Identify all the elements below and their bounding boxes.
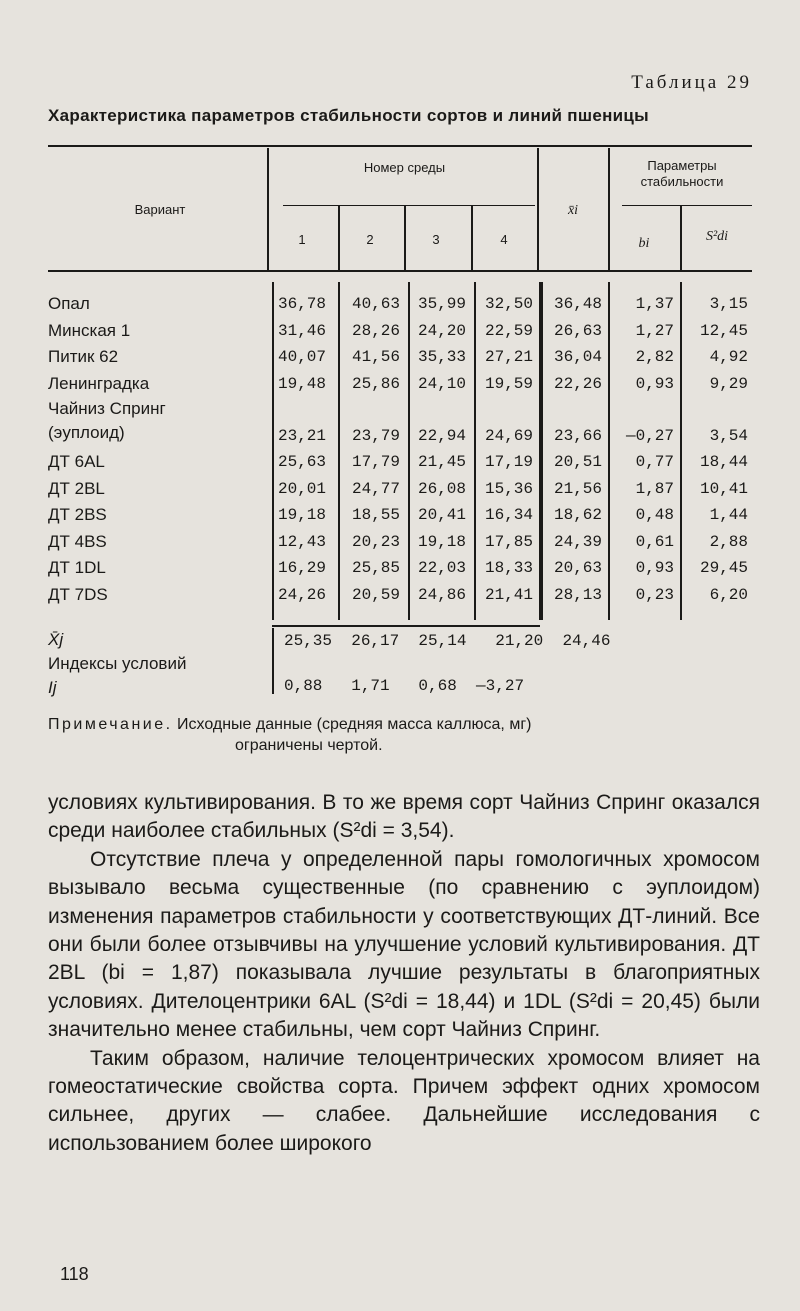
table-cell: 24,39 (553, 532, 602, 551)
table-row (0, 291, 800, 318)
table-cell: 21,41 (484, 585, 533, 604)
table-cell: 24,86 (417, 585, 466, 604)
table-cell: 17,19 (484, 453, 533, 471)
table-cell: 32,50 (484, 295, 533, 313)
table-cell: 20,59 (351, 585, 400, 604)
table-cell: 18,44 (699, 453, 748, 471)
table-cell: 22,03 (417, 559, 466, 577)
table-cell: 20,23 (351, 532, 400, 551)
row-label: ДТ 4BS (48, 531, 107, 551)
table-cell: 0,77 (635, 453, 674, 471)
table-cell: 28,26 (351, 321, 400, 340)
col-line-5 (537, 148, 539, 270)
table-cell: 23,66 (553, 426, 602, 445)
table-row (0, 344, 800, 371)
table-row (0, 476, 800, 503)
table-row (0, 555, 800, 582)
table-cell: 2,82 (635, 348, 674, 366)
ij-label: Ij (48, 678, 57, 697)
table-row (0, 423, 800, 450)
table-cell: 3,54 (709, 426, 748, 445)
table-cell: 23,21 (277, 426, 326, 445)
table-cell: 4,92 (709, 348, 748, 366)
table-row (0, 449, 800, 476)
header-variant: Вариант (134, 202, 186, 217)
table-cell: 22,59 (484, 321, 533, 340)
table-cell: 18,62 (553, 506, 602, 524)
table-cell: 26,63 (553, 321, 602, 340)
table-cell: 19,18 (277, 506, 326, 524)
table-cell: 12,45 (699, 321, 748, 340)
row-label: Минская 1 (48, 320, 131, 340)
table-cell: 40,07 (277, 348, 326, 366)
table-row (0, 582, 800, 609)
table-cell: 18,33 (484, 559, 533, 577)
row-label: Ленинградка (48, 373, 150, 393)
row-label: ДТ 2BS (48, 505, 107, 524)
table-cell: 22,26 (553, 374, 602, 393)
header-s2: S²di (705, 229, 729, 244)
table-cell: 36,48 (553, 295, 602, 313)
table-cell: 20,41 (417, 506, 466, 524)
table-cell: 1,37 (635, 295, 674, 313)
header-env-1: 1 (298, 232, 306, 247)
table-number: Таблица 29 (631, 72, 752, 93)
row-label: Опал (48, 294, 90, 313)
table-cell: 17,79 (351, 453, 400, 471)
header-env: Номер среды (363, 160, 446, 175)
table-cell: 29,45 (699, 559, 748, 577)
row-label: ДТ 1DL (48, 558, 106, 577)
row-label: Питик 62 (48, 347, 119, 366)
table-cell: 28,13 (553, 585, 602, 604)
totals-labels (48, 628, 186, 700)
table-cell: 19,59 (484, 374, 533, 393)
xj-values: 25,35 26,17 25,14 21,20 24,46 (284, 632, 611, 650)
row-label: ДТ 7DS (48, 584, 108, 604)
table-row (0, 502, 800, 529)
paragraph-2: Отсутствие плеча у определенной пары гомологичных хромосом вызывало весьма существенные (по сравнению с эуплоидом) изменения параметров стабильности у соответствующих ДТ-линий. Все они были более отзывчивы на улучшение условий культивирования. ДТ 2BL (bi = 1,87) показывала лучшие результаты в благоприятных условиях. Дителоцентрики 6AL (S²di = 18,44) и 1DL (S²di = 20,45) были значительно менее стабильны, чем сорт Чайниз Спринг. (48, 847, 760, 1042)
xj-label: X̄j (48, 630, 64, 649)
header-env-2: 2 (366, 232, 374, 247)
table-cell: 20,63 (553, 559, 602, 577)
paragraph-3: Таким образом, наличие телоцентрических хромосом влияет на гомеостатические свойства сорта. Причем эффект одних хромосом сильнее, других — слабее. Дальнейшие исследования с использованием более широкого (48, 1046, 760, 1155)
table-cell: 10,41 (699, 479, 748, 498)
table-cell: 1,44 (709, 506, 748, 524)
body-text (48, 789, 760, 1158)
header-bi: bi (638, 236, 650, 251)
header-env-4: 4 (500, 232, 508, 247)
table-cell: 25,85 (351, 559, 400, 577)
totals-rule (272, 625, 540, 627)
table-cell: 36,78 (277, 295, 326, 313)
table-cell: 12,43 (277, 532, 326, 551)
table-cell: 6,20 (709, 585, 748, 604)
table-row (0, 529, 800, 556)
table-cell: 16,34 (484, 506, 533, 524)
ij-values: 0,88 1,71 0,68 —3,27 (284, 677, 525, 695)
table-cell: 25,63 (277, 453, 326, 471)
note-lead: Примечание. (48, 716, 173, 733)
table-cell: —0,27 (625, 426, 674, 445)
row-label: ДТ 2BL (48, 478, 105, 498)
table-cell: 35,33 (417, 348, 466, 366)
table-cell: 15,36 (484, 479, 533, 498)
table-cell: 40,63 (351, 295, 400, 313)
header-bottom-rule (48, 270, 752, 272)
table-cell: 25,86 (351, 374, 400, 393)
table-cell: 21,56 (553, 479, 602, 498)
page-number: 118 (60, 1264, 89, 1284)
header-xi: x̄i (567, 203, 579, 218)
table-title: Характеристика параметров стабильности сортов и линий пшеницы (48, 106, 649, 125)
table-cell: 0,93 (635, 559, 674, 577)
table-row (0, 371, 800, 398)
table-cell: 24,69 (484, 426, 533, 445)
table-cell: 18,55 (351, 506, 400, 524)
col-line-1 (267, 148, 269, 270)
table-cell: 0,48 (635, 506, 674, 524)
table-cell: 24,77 (351, 479, 400, 498)
table-cell: 20,01 (277, 479, 326, 498)
table-cell: 27,21 (484, 348, 533, 366)
table-cell: 1,27 (635, 321, 674, 340)
totals-line (272, 628, 274, 694)
table-cell: 41,56 (351, 348, 400, 366)
table-cell: 31,46 (277, 321, 326, 340)
header-params: Параметры стабильности (640, 158, 724, 189)
table-note (48, 714, 768, 756)
table-cell: 35,99 (417, 295, 466, 313)
table-cell: 24,26 (277, 585, 326, 604)
table-cell: 17,85 (484, 532, 533, 551)
table-cell: 1,87 (635, 479, 674, 498)
env-header-rule (283, 205, 535, 206)
index-label: Индексы условий (48, 654, 187, 673)
table-cell: 24,20 (417, 321, 466, 340)
table-cell: 22,94 (417, 426, 466, 445)
table-cell: 20,51 (553, 453, 602, 471)
table-cell: 24,10 (417, 374, 466, 393)
row-label: ДТ 6AL (48, 452, 105, 471)
note-line2: ограничены чертой. (235, 737, 383, 754)
table-top-rule (48, 145, 752, 147)
col-line-4 (471, 206, 473, 270)
table-cell: 9,29 (709, 374, 748, 393)
table-cell: 2,88 (709, 532, 748, 551)
table-row (0, 318, 800, 345)
table-cell: 19,48 (277, 374, 326, 393)
note-line1: Исходные данные (средняя масса каллюса, мг) (177, 716, 532, 733)
header-env-3: 3 (432, 232, 440, 247)
table-cell: 26,08 (417, 479, 466, 498)
table-cell: 23,79 (351, 426, 400, 445)
table-cell: 0,23 (635, 585, 674, 604)
table-cell: 0,93 (635, 374, 674, 393)
table-cell: 36,04 (553, 348, 602, 366)
row-label: Чайниз Спринг (эуплоид) (48, 399, 166, 442)
table-cell: 16,29 (277, 559, 326, 577)
params-header-rule (622, 205, 752, 206)
table-cell: 21,45 (417, 453, 466, 471)
table-cell: 19,18 (417, 532, 466, 551)
table-cell: 3,15 (709, 295, 748, 313)
table-cell: 0,61 (635, 532, 674, 551)
paragraph-1: условиях культивирования. В то же время сорт Чайниз Спринг оказался среди наиболее стабильных (S²di = 3,54). (48, 791, 760, 843)
